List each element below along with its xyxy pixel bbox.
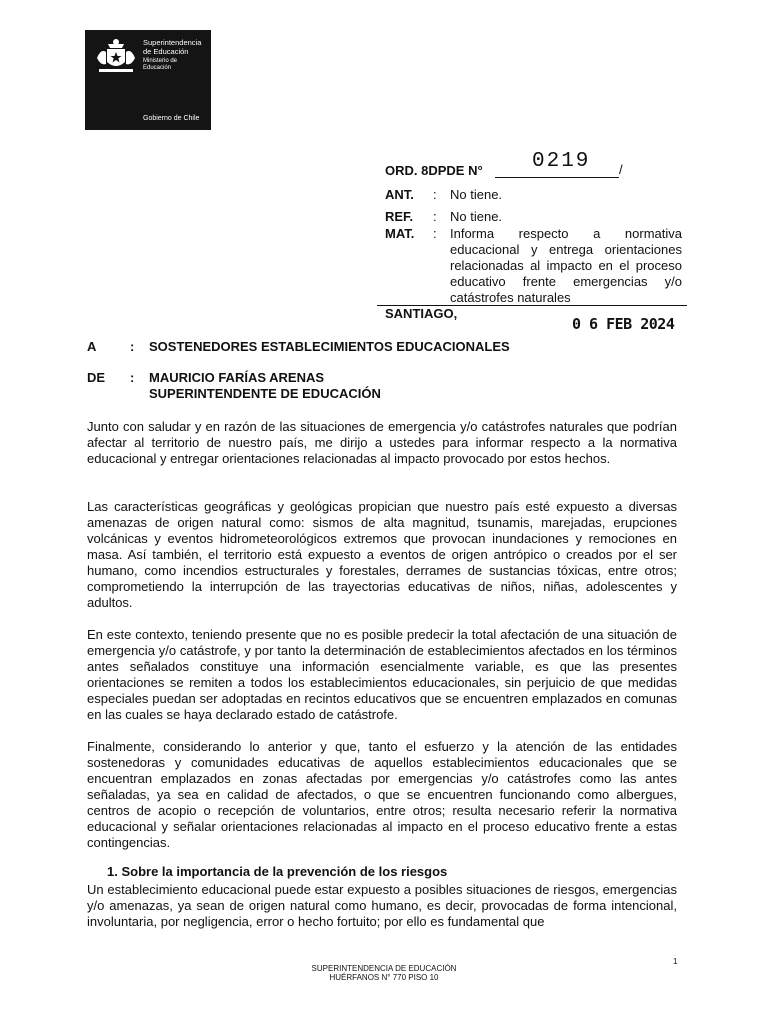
ord-label: ORD. 8DPDE N° (385, 163, 483, 178)
paragraph-2: Las características geográficas y geológicas propician que nuestro país esté expuesto a diversas amenazas de origen natural como: sismos de alta magnitud, tsunamis, marejadas, erupciones volcánicas y eventos hidrometeorológicos extremos que provocan inundaciones y remociones en masa. Así también, el territorio está expuesto a eventos de origen antrópico o creados por el ser humano, como incendios estructurales y forestales, derrames de sustancias tóxicas, entre otros; comprometiendo la interrupción de las trayectorias educativas de niños, niñas, adolescentes y adultos. (87, 499, 677, 610)
ref-value: No tiene. (450, 209, 503, 224)
mat-colon: : (433, 226, 437, 241)
from-colon: : (130, 370, 135, 385)
page-number: 1 (673, 957, 678, 966)
ant-label: ANT. (385, 187, 414, 202)
footer-line1: SUPERINTENDENCIA DE EDUCACIÓN (311, 964, 457, 973)
date-stamp: 0 6 FEB 2024 (572, 315, 675, 333)
section-1-title: 1. Sobre la importancia de la prevención de los riesgos (107, 864, 448, 879)
ant-value: No tiene. (450, 187, 503, 202)
paragraph-1: Junto con saludar y en razón de las situaciones de emergencia y/o catástrofes naturales que podrían afectar al territorio de nuestro país, me dirijo a ustedes para informar respecto a la normativa educacional y entregar orientaciones relacionadas al impacto provocado por estos hechos. (87, 419, 677, 466)
from-title: SUPERINTENDENTE DE EDUCACIÓN (149, 386, 381, 401)
logo-text-line2: de Educación (143, 47, 189, 56)
from-name: MAURICIO FARÍAS ARENAS (149, 370, 325, 385)
ref-colon: : (433, 209, 437, 224)
footer-line2: HUÉRFANOS N° 770 PISO 10 (329, 973, 439, 982)
ref-label: REF. (385, 209, 414, 224)
to-value: SOSTENEDORES ESTABLECIMIENTOS EDUCACIONALES (149, 339, 510, 354)
to-label: A (87, 339, 97, 354)
mat-value: Informa respecto a normativa educacional y entrega orientaciones relacionadas al impacto en el proceso educativo frente emergencias y/o catástrofes naturales (450, 226, 682, 305)
ord-underline (495, 177, 619, 178)
ord-number: 0219 (532, 150, 591, 173)
paragraph-3: En este contexto, teniendo presente que no es posible predecir la total afectación de una situación de emergencia y/o catástrofe, y por tanto la determinación de establecimientos afectados en los términos antes señalados constituye una información esencialmente variable, es que las presentes orientaciones se remiten a todos los establecimientos educacionales, sin perjuicio de que medidas especiales puedan ser adoptadas en recintos educativos que se encuentren emplazados en comunas en las cuales se haya declarado estado de catástrofe. (87, 627, 677, 722)
ord-slash: / (619, 162, 623, 177)
mat-label: MAT. (385, 226, 415, 241)
coat-of-arms-icon (93, 36, 139, 76)
ant-colon: : (433, 187, 437, 202)
logo-footer-text: Gobierno de Chile (143, 115, 200, 122)
to-colon: : (130, 339, 135, 354)
institution-logo (85, 30, 211, 130)
paragraph-5: Un establecimiento educacional puede estar expuesto a posibles situaciones de riesgos, emergencias y/o amenazas, ya sean de origen natural como humano, es decir, provocadas de forma intencional, involuntaria, por negligencia, error o hecho fortuito; por ello es fundamental que (87, 882, 677, 929)
logo-text-line1: Superintendencia (143, 38, 202, 47)
from-label: DE (87, 370, 106, 385)
city-label: SANTIAGO, (385, 306, 458, 321)
paragraph-4: Finalmente, considerando lo anterior y que, tanto el esfuerzo y la atención de las entidades sostenedoras y comunidades educativas de aquellos establecimientos educacionales que se encuentran emplazados en zonas afectadas por emergencias y/o catástrofes como las antes señaladas, ya sea en calidad de afectados, o que se encuentren funcionando como albergues, centros de acopio o recepción de voluntarios, entre otros; resulta necesario referir la normativa educacional y señalar orientaciones relacionadas al impacto en el proceso educativo frente a estas contingencias. (87, 739, 677, 850)
logo-text-line3: Ministerio de Educación (143, 58, 178, 71)
